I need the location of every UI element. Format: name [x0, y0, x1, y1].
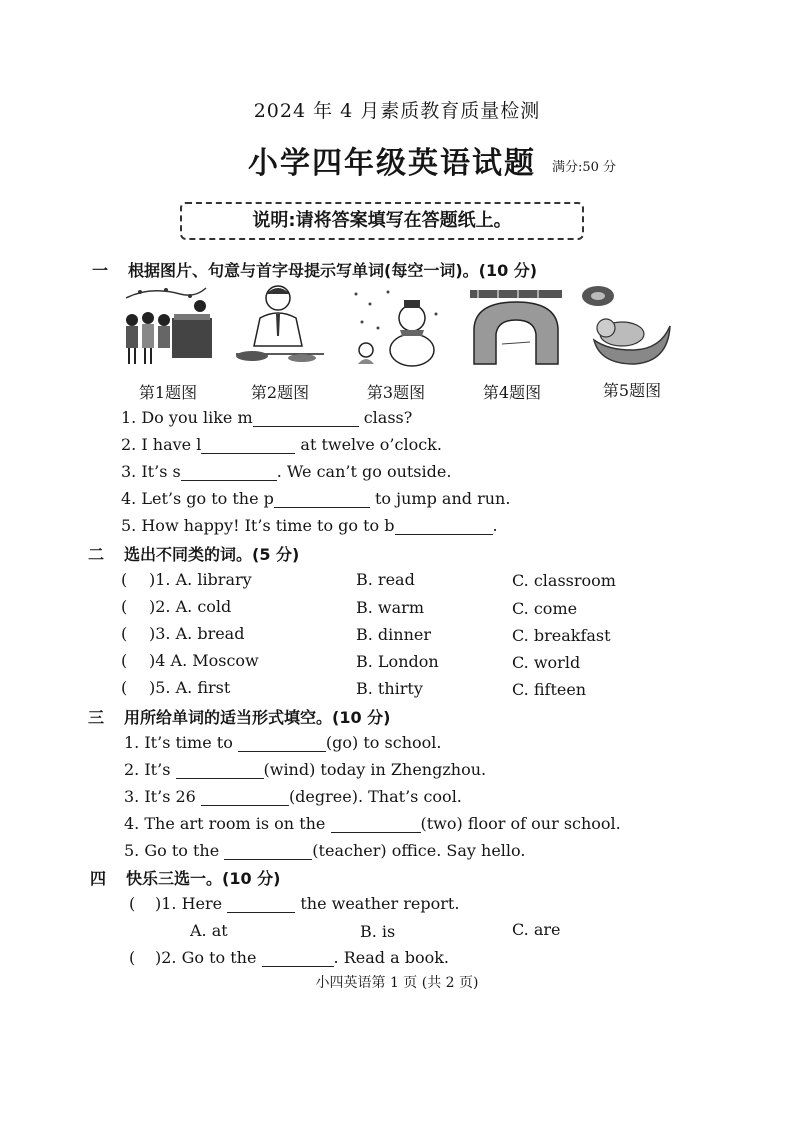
section-4-question-2: [129, 948, 449, 967]
choice-b: B. is: [360, 922, 396, 941]
piano-class-picture: [120, 284, 216, 368]
option-c: C. classroom: [512, 571, 616, 590]
section-4-heading: [90, 866, 280, 889]
section-1-question-3: [121, 462, 451, 481]
option-b: B. read: [356, 570, 415, 589]
section-3-heading: [88, 705, 390, 728]
question-text: (go) to school.: [325, 733, 442, 752]
option-c: C. come: [512, 599, 578, 618]
page-footer: 小四英语第 1 页 (共 2 页): [315, 975, 479, 991]
answer-paren[interactable]: (: [121, 651, 128, 670]
question-text: (wind) today in Zhengzhou.: [263, 760, 487, 779]
section-3-question-1: [124, 733, 441, 752]
answer-paren[interactable]: (: [121, 678, 128, 697]
question-text: to jump and run.: [375, 489, 511, 508]
answer-blank[interactable]: [227, 896, 295, 913]
section-3-number: 三: [88, 708, 105, 727]
section-3-question-4: [124, 814, 621, 833]
question-text: (teacher) office. Say hello.: [312, 841, 526, 860]
instruction-box: [180, 202, 584, 240]
full-score: 满分:50 分: [552, 160, 617, 175]
section-2-heading: [88, 542, 299, 565]
answer-paren[interactable]: (: [121, 624, 128, 643]
section-2-row: [121, 570, 252, 589]
baby-on-moon-picture: [576, 284, 672, 368]
question-text: )2. Go to the: [155, 948, 257, 967]
picture-caption-4: 第4题图: [482, 383, 542, 402]
option-c: C. world: [512, 653, 581, 672]
section-4-question-1: [129, 894, 459, 913]
section-1-title: 根据图片、句意与首字母提示写单词(每空一词)。(10 分): [128, 261, 538, 280]
option-b: B. London: [356, 652, 439, 671]
section-2-row: [121, 651, 259, 670]
picture-caption-3: 第3题图: [366, 383, 426, 402]
answer-blank[interactable]: [238, 735, 326, 752]
option-b: B. warm: [356, 598, 424, 617]
section-2-title: 选出不同类的词。(5 分): [124, 545, 300, 564]
answer-paren[interactable]: (: [129, 948, 136, 967]
question-text: the weather report.: [300, 894, 460, 913]
answer-blank[interactable]: [262, 950, 334, 967]
question-text: 1. It’s time to: [124, 733, 233, 752]
picture-caption-5: 第5题图: [602, 381, 662, 400]
question-text: 5. How happy! It’s time to go to b: [121, 516, 395, 535]
question-text: (degree). That’s cool.: [288, 787, 462, 806]
man-eating-lunch-picture: [232, 284, 328, 368]
section-3-question-3: [124, 787, 462, 806]
option-c: C. breakfast: [512, 626, 611, 645]
choice-c: C. are: [512, 920, 561, 939]
page-title: 小学四年级英语试题: [248, 146, 536, 181]
question-text: class?: [363, 408, 413, 427]
option-c: C. fifteen: [512, 680, 587, 699]
section-2-row: [121, 624, 244, 643]
section-1-number: 一: [92, 261, 109, 280]
question-text: )1. Here: [155, 894, 223, 913]
snowman-picture: [348, 284, 444, 368]
question-text: at twelve o’clock.: [300, 435, 442, 454]
answer-paren[interactable]: (: [129, 894, 136, 913]
answer-blank[interactable]: [331, 816, 421, 833]
question-text: 2. I have l: [121, 435, 202, 454]
section-3-title: 用所给单词的适当形式填空。(10 分): [124, 708, 391, 727]
instruction-text: 说明:请将答案填写在答题纸上。: [252, 210, 512, 231]
question-text: 3. It’s s: [121, 462, 181, 481]
question-text: (two) floor of our school.: [420, 814, 621, 833]
picture-caption-1: 第1题图: [138, 383, 198, 402]
option-a: )4 A. Moscow: [149, 651, 259, 670]
question-text: . Read a book.: [333, 948, 450, 967]
playground-picture: [468, 284, 564, 368]
option-a: )1. A. library: [149, 570, 252, 589]
question-text: . We can’t go outside.: [276, 462, 452, 481]
question-text: 4. The art room is on the: [124, 814, 326, 833]
option-a: )5. A. first: [149, 678, 231, 697]
section-2-number: 二: [88, 545, 105, 564]
question-text: 5. Go to the: [124, 841, 220, 860]
section-2-row: [121, 597, 231, 616]
question-text: 3. It’s 26: [124, 787, 196, 806]
option-b: B. thirty: [356, 679, 423, 698]
option-a: )2. A. cold: [149, 597, 232, 616]
section-4-title: 快乐三选一。(10 分): [126, 869, 281, 888]
option-a: )3. A. bread: [149, 624, 245, 643]
answer-blank[interactable]: [274, 491, 370, 508]
section-3-question-2: [124, 760, 486, 779]
answer-blank[interactable]: [201, 789, 289, 806]
section-1-question-4: [121, 489, 510, 508]
question-text: 1. Do you like m: [121, 408, 253, 427]
choice-a: A. at: [190, 921, 228, 940]
question-text: .: [492, 516, 498, 535]
answer-blank[interactable]: [395, 518, 493, 535]
section-4-number: 四: [90, 869, 107, 888]
answer-paren[interactable]: (: [121, 570, 128, 589]
question-text: 2. It’s: [124, 760, 171, 779]
section-1-question-2: [121, 435, 442, 454]
picture-caption-2: 第2题图: [250, 383, 310, 402]
answer-blank[interactable]: [253, 410, 359, 427]
exam-name: 2024 年 4 月素质教育质量检测: [253, 100, 541, 122]
section-1-question-5: [121, 516, 498, 535]
section-1-question-1: [121, 408, 412, 427]
section-2-row: [121, 678, 230, 697]
section-3-question-5: [124, 841, 525, 860]
section-1-heading: [92, 258, 537, 281]
answer-blank[interactable]: [224, 843, 312, 860]
answer-paren[interactable]: (: [121, 597, 128, 616]
answer-blank[interactable]: [181, 464, 277, 481]
option-b: B. dinner: [356, 625, 432, 644]
answer-blank[interactable]: [201, 437, 295, 454]
answer-blank[interactable]: [176, 762, 264, 779]
question-text: 4. Let’s go to the p: [121, 489, 274, 508]
